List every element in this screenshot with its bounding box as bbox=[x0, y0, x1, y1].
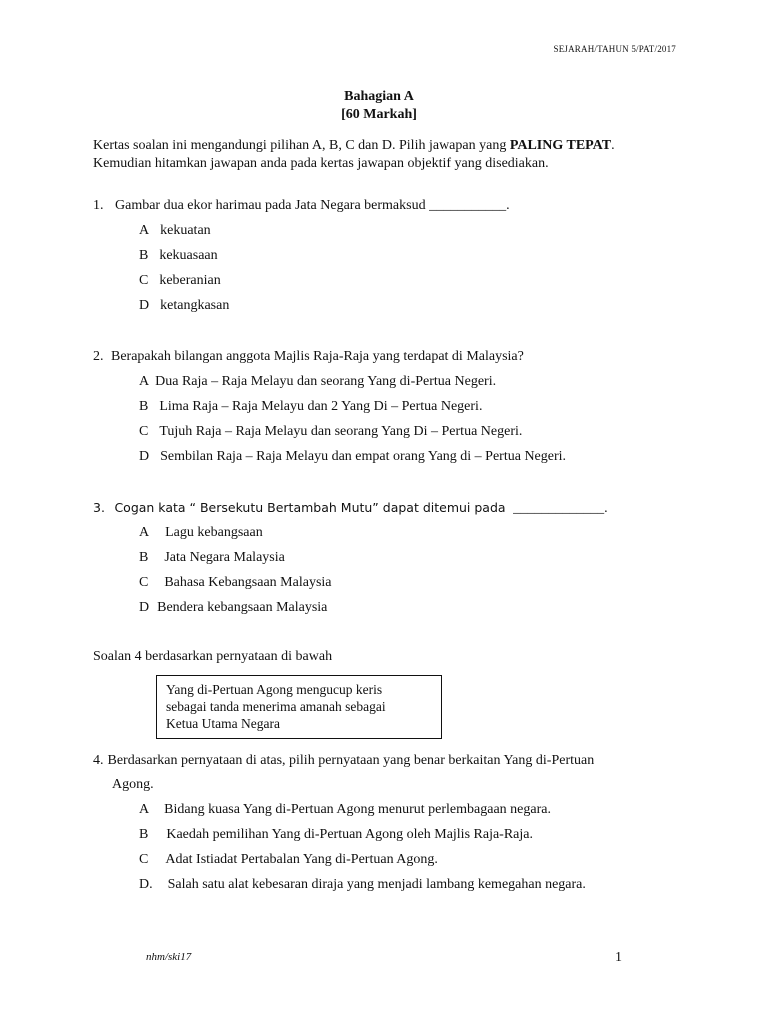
question-number: 2. bbox=[93, 349, 104, 364]
statement-box bbox=[156, 675, 442, 739]
question-number: 1. bbox=[93, 198, 104, 213]
question-4-prelude: Soalan 4 berdasarkan pernyataan di bawah bbox=[93, 649, 333, 664]
option-text: Bendera kebangsaan Malaysia bbox=[157, 600, 328, 615]
option-1a[interactable] bbox=[139, 223, 211, 239]
answer-blank: _____________. bbox=[513, 501, 608, 516]
option-text: Bahasa Kebangsaan Malaysia bbox=[164, 575, 332, 590]
option-2c[interactable] bbox=[139, 424, 522, 440]
instructions-period: . bbox=[611, 138, 615, 153]
option-letter: D bbox=[139, 298, 150, 313]
paper-code: SEJARAH/TAHUN 5/PAT/2017 bbox=[553, 44, 676, 54]
option-2b[interactable] bbox=[139, 399, 482, 415]
option-letter: D. bbox=[139, 877, 153, 892]
question-number: 3. bbox=[93, 500, 105, 515]
instructions-text: Kertas soalan ini mengandungi pilihan A, B, C dan D. Pilih jawapan yang bbox=[93, 138, 510, 153]
section-marks: [60 Markah] bbox=[341, 107, 417, 122]
option-letter: B bbox=[139, 550, 149, 565]
statement-line: Yang di-Pertuan Agong mengucup keris bbox=[166, 682, 383, 697]
option-letter: B bbox=[139, 248, 149, 263]
option-text: Salah satu alat kebesaran diraja yang menjadi lambang kemegahan negara. bbox=[167, 877, 586, 892]
instructions-line-1 bbox=[93, 137, 693, 155]
option-letter: D bbox=[139, 600, 150, 615]
option-text: Tujuh Raja – Raja Melayu dan seorang Yang Di – Pertua Negeri. bbox=[159, 424, 523, 439]
option-letter: C bbox=[139, 424, 149, 439]
option-letter: B bbox=[139, 827, 149, 842]
option-3a[interactable] bbox=[139, 525, 263, 541]
option-text: kekuasaan bbox=[159, 248, 218, 263]
instructions bbox=[93, 137, 693, 173]
page-number: 1 bbox=[615, 950, 622, 965]
question-text: Berdasarkan pernyataan di atas, pilih pernyataan yang benar berkaitan Yang di-Pertuan bbox=[107, 753, 595, 768]
option-1d[interactable] bbox=[139, 298, 229, 314]
option-text: Lagu kebangsaan bbox=[165, 525, 263, 540]
option-letter: A bbox=[139, 525, 150, 540]
option-text: ketangkasan bbox=[160, 298, 230, 313]
option-text: keberanian bbox=[159, 273, 221, 288]
option-letter: C bbox=[139, 852, 149, 867]
option-2a[interactable] bbox=[139, 374, 496, 390]
option-1b[interactable] bbox=[139, 248, 218, 264]
option-3b[interactable] bbox=[139, 550, 285, 566]
question-2 bbox=[93, 349, 693, 365]
option-text: Dua Raja – Raja Melayu dan seorang Yang di-Pertua Negeri. bbox=[155, 374, 497, 389]
option-letter: C bbox=[139, 273, 149, 288]
option-3d[interactable] bbox=[139, 600, 327, 616]
question-3 bbox=[93, 500, 693, 517]
option-text: Bidang kuasa Yang di-Pertuan Agong menurut perlembagaan negara. bbox=[164, 802, 551, 817]
option-text: Adat Istiadat Pertabalan Yang di-Pertuan Agong. bbox=[165, 852, 438, 867]
question-4-text-line-2: Agong. bbox=[112, 777, 154, 792]
instructions-emphasis: PALING TEPAT bbox=[509, 138, 612, 153]
question-1 bbox=[93, 198, 693, 214]
question-text-line-1 bbox=[93, 752, 693, 770]
option-text: Kaedah pemilihan Yang di-Pertuan Agong oleh Majlis Raja-Raja. bbox=[166, 827, 533, 842]
question-text: Gambar dua ekor harimau pada Jata Negara bermaksud ___________. bbox=[115, 198, 510, 213]
section-heading bbox=[0, 88, 768, 124]
option-4b[interactable] bbox=[139, 827, 533, 843]
option-text: Lima Raja – Raja Melayu dan 2 Yang Di – Pertua Negeri. bbox=[159, 399, 483, 414]
option-letter: C bbox=[139, 575, 149, 590]
option-letter: A bbox=[139, 223, 150, 238]
option-3c[interactable] bbox=[139, 575, 332, 591]
option-text: Jata Negara Malaysia bbox=[164, 550, 285, 565]
option-4c[interactable] bbox=[139, 852, 438, 868]
statement-line: sebagai tanda menerima amanah sebagai bbox=[166, 699, 386, 714]
option-2d[interactable] bbox=[139, 449, 566, 465]
option-letter: A bbox=[139, 374, 150, 389]
question-text: Cogan kata “ Bersekutu Bertambah Mutu” dapat ditemui pada bbox=[114, 500, 506, 515]
footer-code: nhm/ski17 bbox=[146, 951, 192, 963]
section-title: Bahagian A bbox=[344, 89, 414, 104]
question-number: 4. bbox=[93, 753, 104, 768]
option-letter: A bbox=[139, 802, 150, 817]
statement-line: Ketua Utama Negara bbox=[166, 716, 280, 731]
option-1c[interactable] bbox=[139, 273, 221, 289]
option-4a[interactable] bbox=[139, 802, 551, 818]
option-text: kekuatan bbox=[160, 223, 211, 238]
instructions-line-2: Kemudian hitamkan jawapan anda pada kertas jawapan objektif yang disediakan. bbox=[93, 156, 549, 171]
option-letter: B bbox=[139, 399, 149, 414]
option-text: Sembilan Raja – Raja Melayu dan empat orang Yang di – Pertua Negeri. bbox=[160, 449, 567, 464]
question-4 bbox=[93, 752, 693, 770]
option-letter: D bbox=[139, 449, 150, 464]
question-text: Berapakah bilangan anggota Majlis Raja-Raja yang terdapat di Malaysia? bbox=[111, 349, 524, 364]
option-4d[interactable] bbox=[139, 877, 586, 893]
